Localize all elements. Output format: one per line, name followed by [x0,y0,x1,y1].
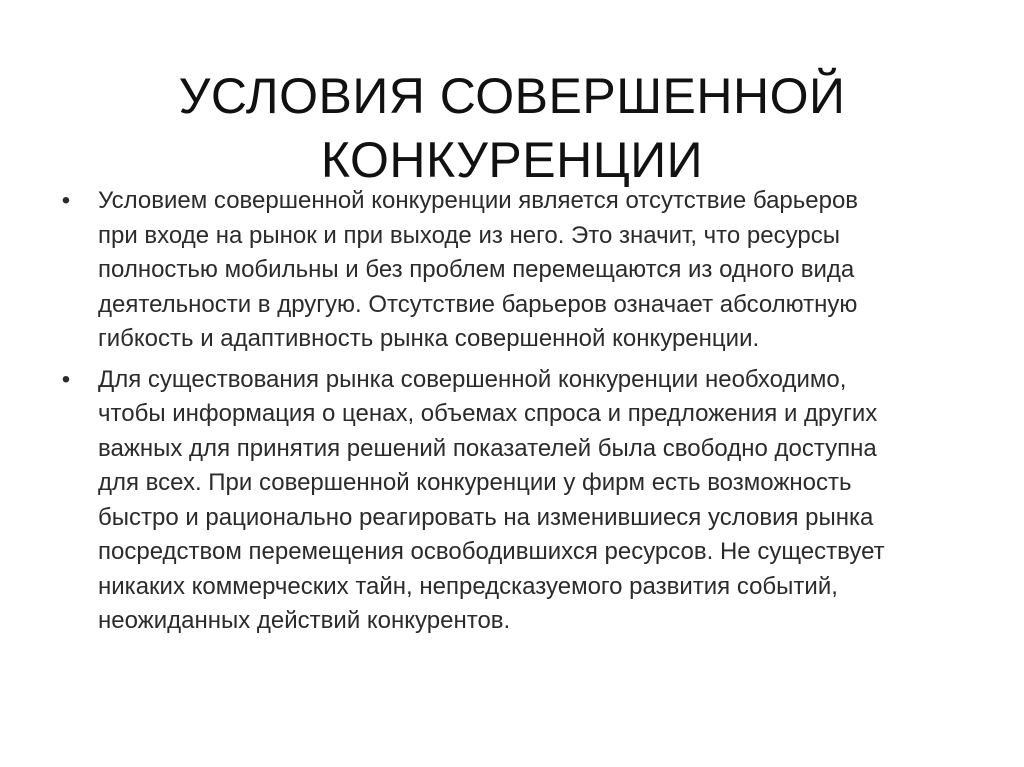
bullet-2-line-8: неожиданных действий конкурентов. [98,607,511,634]
bullet-2-line-7: никаких коммерческих тайн, непредсказуемого развития событий, [98,572,838,600]
bullet-marker: • [61,187,71,214]
bullet-1-line-2: при входе на рынок и при выходе из него. Это значит, что ресурсы [98,221,840,249]
bullet-text-1 [98,184,966,357]
slide-title-line-2: КОНКУРЕНЦИИ [320,131,704,188]
slide-title [80,64,944,192]
bullet-2-line-1: Для существования рынка совершенной конкуренции необходимо, [98,365,847,393]
bullet-2-line-4: для всех. При совершенной конкуренции у фирм есть возможность [98,469,852,496]
bullet-1-line-1: Условием совершенной конкуренции является отсутствие барьеров [98,187,859,214]
slide-title-line-1: УСЛОВИЯ СОВЕРШЕННОЙ [178,67,846,124]
bullet-2-line-6: посредством перемещения освободившихся ресурсов. Не существует [98,538,885,565]
bullet-2-line-3: важных для принятия решений показателей была свободно доступна [98,434,877,462]
bullet-1-line-3: полностью мобильны и без проблем перемещаются из одного вида [98,256,855,283]
bullet-marker: • [61,365,71,393]
bullet-item-2 [56,363,966,639]
bullet-item-1 [56,184,966,357]
bullet-2-line-5: быстро и рационально реагировать на изменившиеся условия рынка [98,503,874,531]
bullet-1-line-4: деятельности в другую. Отсутствие барьеров означает абсолютную [98,290,858,318]
slide-content [56,184,966,645]
bullet-2-line-2: чтобы информация о ценах, объемах спроса и предложения и других [98,400,878,427]
bullet-text-2 [98,363,966,639]
bullet-1-line-5: гибкость и адаптивность рынка совершенной конкуренции. [98,325,760,352]
